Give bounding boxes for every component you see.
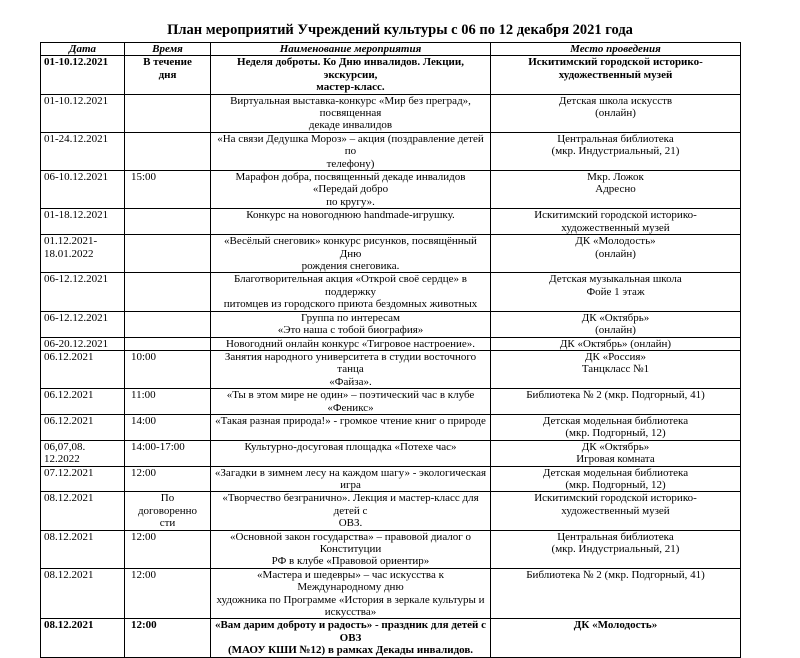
cell-time [125,389,211,415]
cell-event-name-line: «Весёлый снеговик» конкурс рисунков, посвящённый Дню [224,235,477,260]
cell-event-name [211,132,491,170]
cell-event-name-line: декаде инвалидов [308,119,393,132]
cell-event-name [211,530,491,568]
cell-event-name [211,209,491,235]
cell-date [41,492,125,530]
cell-venue-line: Детская школа искусств [558,94,673,107]
cell-date [41,568,125,619]
cell-date [41,273,125,311]
cell-time [125,337,211,350]
cell-venue-line: Искитимский городской историко- [534,209,697,222]
cell-venue-line: Детская модельная библиотека [542,466,689,479]
cell-time [125,235,211,273]
table-row [41,619,741,657]
cell-venue [491,414,741,440]
cell-time [125,530,211,568]
cell-venue-line: (онлайн) [595,107,636,120]
cell-date [41,56,125,94]
cell-event-name-line: художника по Программе «История в зеркале культуры и [216,593,485,606]
cell-time [125,311,211,337]
cell-date-line: 06-10.12.2021 [44,171,109,184]
cell-event-name-line: ОВЗ. [338,517,363,530]
cell-event-name-line: «Творчество безгранично». Лекция и мастер-класс для детей с [222,492,479,517]
cell-venue-line: художественный музей [561,221,670,234]
cell-date-line: 06.12.2021 [44,350,94,363]
table-row [41,235,741,273]
cell-event-name-line: «Это наша с тобой биография» [277,323,424,336]
cell-event-name-line: «Загадки в зимнем лесу на каждом шагу» - экологическая игра [214,466,487,491]
header-date: Дата [41,43,125,56]
cell-venue [491,94,741,132]
cell-time [125,350,211,388]
cell-venue [491,466,741,492]
cell-venue-line: Библиотека № 2 (мкр. Подгорный, 41) [526,568,705,581]
cell-venue-line: Искитимский городской историко- [534,492,697,505]
table-row [41,350,741,388]
cell-time-line: 12:00 [131,466,157,479]
cell-venue-line: Детская модельная библиотека [542,414,689,427]
cell-event-name-line: «Вам дарим доброту и радость» - праздник для детей с ОВЗ [214,619,487,644]
cell-time [125,132,211,170]
table-row [41,440,741,466]
cell-venue [491,235,741,273]
cell-date [41,132,125,170]
cell-date [41,389,125,415]
cell-event-name [211,337,491,350]
cell-date-line: 08.12.2021 [44,568,94,581]
cell-venue-line: (онлайн) [595,323,636,336]
cell-venue-line: ДК «Октябрь» (онлайн) [559,337,672,350]
cell-event-name-line: Занятия народного университета в студии восточного танца [224,350,477,376]
table-row [41,389,741,415]
cell-time-line: договоренно [137,504,198,517]
cell-venue-line: художественный музей [558,68,673,81]
cell-venue [491,273,741,311]
cell-venue [491,492,741,530]
cell-event-name [211,414,491,440]
cell-venue-line: ДК «Россия» [585,350,646,363]
cell-venue [491,56,741,94]
cell-venue [491,337,741,350]
cell-date [41,530,125,568]
cell-venue-line: Центральная библиотека [557,530,674,543]
cell-time [125,619,211,657]
table-row [41,466,741,492]
cell-time-line: 11:00 [131,389,156,402]
cell-date [41,94,125,132]
cell-event-name-line: «Ты в этом мире не один» – поэтический час в клубе «Феникс» [226,389,475,414]
cell-event-name-line: питомцев из городского приюта бездомных животных [223,298,478,311]
cell-event-name-line: (МАОУ КШИ №12) в рамках Декады инвалидов. [227,644,474,657]
cell-venue-line: Мкр. Ложок [587,171,644,184]
cell-time-line: 15:00 [131,171,157,184]
cell-time [125,273,211,311]
cell-time-line: сти [159,517,176,530]
cell-time [125,171,211,209]
cell-time [125,94,211,132]
cell-venue-line: Детская музыкальная школа [549,273,682,286]
cell-venue [491,530,741,568]
cell-venue [491,132,741,170]
cell-venue-line: ДК «Молодость» [573,619,658,632]
cell-venue [491,389,741,415]
cell-time-line: 12:00 [131,568,157,581]
table-row [41,273,741,311]
cell-date-line: 08.12.2021 [44,530,94,543]
cell-venue [491,619,741,657]
cell-event-name-line: Марафон добра, посвященный декаде инвалидов «Передай добро [235,171,466,196]
cell-time [125,492,211,530]
cell-time [125,56,211,94]
cell-venue-line: Центральная библиотека [557,132,674,145]
cell-event-name [211,171,491,209]
cell-date-line: 01-10.12.2021 [44,94,109,107]
cell-date [41,350,125,388]
cell-event-name [211,619,491,657]
cell-event-name [211,492,491,530]
cell-time-line: дня [158,68,177,81]
cell-date-line: 06-12.12.2021 [44,273,109,286]
table-row [41,414,741,440]
table-header-row [41,43,741,56]
cell-venue-line: Библиотека № 2 (мкр. Подгорный, 41) [526,389,705,402]
cell-date-line: 18.01.2022 [44,247,94,260]
cell-date-line: 06-20.12.2021 [44,337,109,350]
cell-event-name [211,235,491,273]
cell-event-name-line: Конкурс на новогоднюю handmade-игрушку. [246,209,455,222]
cell-time-line: По [160,492,175,505]
cell-date [41,171,125,209]
cell-venue-line: Адресно [595,183,636,196]
table-row [41,530,741,568]
cell-date-line: 01-10.12.2021 [44,56,109,69]
cell-date [41,337,125,350]
events-table [40,42,741,658]
cell-event-name [211,94,491,132]
cell-date [41,235,125,273]
cell-event-name-line: «На связи Дедушка Мороз» – акция (поздравление детей по [217,132,484,158]
cell-event-name [211,389,491,415]
cell-venue-line: Танцкласс №1 [581,363,650,376]
cell-event-name-line: «Файза». [329,375,372,388]
cell-event-name-line: искусства» [324,606,377,619]
cell-venue-line: Искитимский городской историко- [528,56,703,69]
cell-date-line: 08.12.2021 [44,492,94,505]
cell-venue-line: художественный музей [561,504,670,517]
cell-date [41,209,125,235]
cell-date [41,440,125,466]
table-row [41,171,741,209]
cell-date [41,311,125,337]
cell-event-name-line: Благотворительная акция «Открой своё сердце» в поддержку [234,273,467,298]
cell-venue-line: Фойе 1 этаж [586,285,645,298]
cell-venue-line: (мкр. Подгорный, 12) [565,479,666,491]
cell-time [125,209,211,235]
cell-date-line: 06-12.12.2021 [44,311,109,324]
cell-venue [491,350,741,388]
table-row [41,568,741,619]
header-event-name: Наименование мероприятия [211,43,491,56]
header-time: Время [125,43,211,56]
cell-time [125,466,211,492]
cell-event-name-line: «Основной закон государства» – правовой диалог о Конституции [229,530,472,556]
cell-event-name-line: «Мастера и шедевры» – час искусства к Международному дню [257,568,444,594]
cell-venue-line: ДК «Октябрь» [581,440,650,453]
cell-venue [491,209,741,235]
cell-event-name [211,56,491,94]
cell-venue-line: (мкр. Подгорный, 12) [565,427,666,440]
cell-time-line: 14:00 [131,414,157,427]
events-table-body [41,56,741,657]
cell-event-name [211,311,491,337]
cell-event-name-line: «Такая разная природа!» - громкое чтение книг о природе [215,414,486,427]
cell-time [125,440,211,466]
cell-venue [491,440,741,466]
cell-venue-line: ДК «Молодость» [575,235,656,248]
page-title: План мероприятий Учреждений культуры с 06 по 12 декабря 2021 года [167,22,633,38]
cell-event-name-line: мастер-класс. [316,81,385,94]
cell-date-line: 08.12.2021 [44,619,94,632]
table-row [41,132,741,170]
cell-event-name [211,466,491,492]
cell-time-line: 14:00-17:00 [131,440,185,453]
cell-venue-line: ДК «Октябрь» [581,311,650,324]
cell-time [125,414,211,440]
cell-time-line: 10:00 [131,350,157,363]
cell-event-name-line: РФ в клубе «Правовой ориентир» [271,555,430,568]
cell-date [41,619,125,657]
header-venue: Место проведения [491,43,741,56]
cell-time-line: В течение [143,56,192,69]
table-row [41,337,741,350]
cell-event-name [211,440,491,466]
cell-date-line: 01-24.12.2021 [44,132,109,145]
cell-event-name [211,350,491,388]
cell-event-name [211,568,491,619]
cell-event-name-line: телефону) [326,157,375,170]
table-row [41,209,741,235]
cell-date-line: 01-18.12.2021 [44,209,109,222]
cell-time-line: 12:00 [131,619,157,632]
table-row [41,94,741,132]
cell-date-line: 01.12.2021- [44,235,98,248]
cell-date-line: 12.2022 [44,453,80,466]
cell-venue [491,568,741,619]
cell-event-name-line: Виртуальная выставка-конкурс «Мир без преград», посвященная [230,94,471,120]
cell-event-name-line: Культурно-досуговая площадка «Потехе час» [244,440,457,453]
cell-venue-line: (мкр. Индустриальный, 21) [551,145,680,158]
cell-event-name-line: рождения снеговика. [301,259,400,272]
cell-date-line: 06.12.2021 [44,389,94,402]
table-row [41,56,741,94]
cell-event-name-line: по кругу». [326,195,375,208]
cell-date [41,466,125,492]
cell-venue-line: (мкр. Индустриальный, 21) [551,543,680,556]
cell-event-name-line: Группа по интересам [300,311,401,324]
cell-event-name-line: Новогодний онлайн конкурс «Тигровое настроение». [225,337,475,350]
table-row [41,311,741,337]
cell-time [125,568,211,619]
cell-date-line: 06,07,08. [44,440,86,453]
cell-venue [491,311,741,337]
cell-date-line: 06.12.2021 [44,414,94,427]
cell-time-line: 12:00 [131,530,157,543]
cell-venue-line: (онлайн) [595,247,636,260]
cell-venue [491,171,741,209]
cell-venue-line: Игровая комната [576,453,655,466]
cell-event-name-line: Неделя доброты. Ко Дню инвалидов. Лекции, экскурсии, [237,56,464,81]
cell-event-name [211,273,491,311]
table-row [41,492,741,530]
cell-date-line: 07.12.2021 [44,466,94,479]
cell-date [41,414,125,440]
